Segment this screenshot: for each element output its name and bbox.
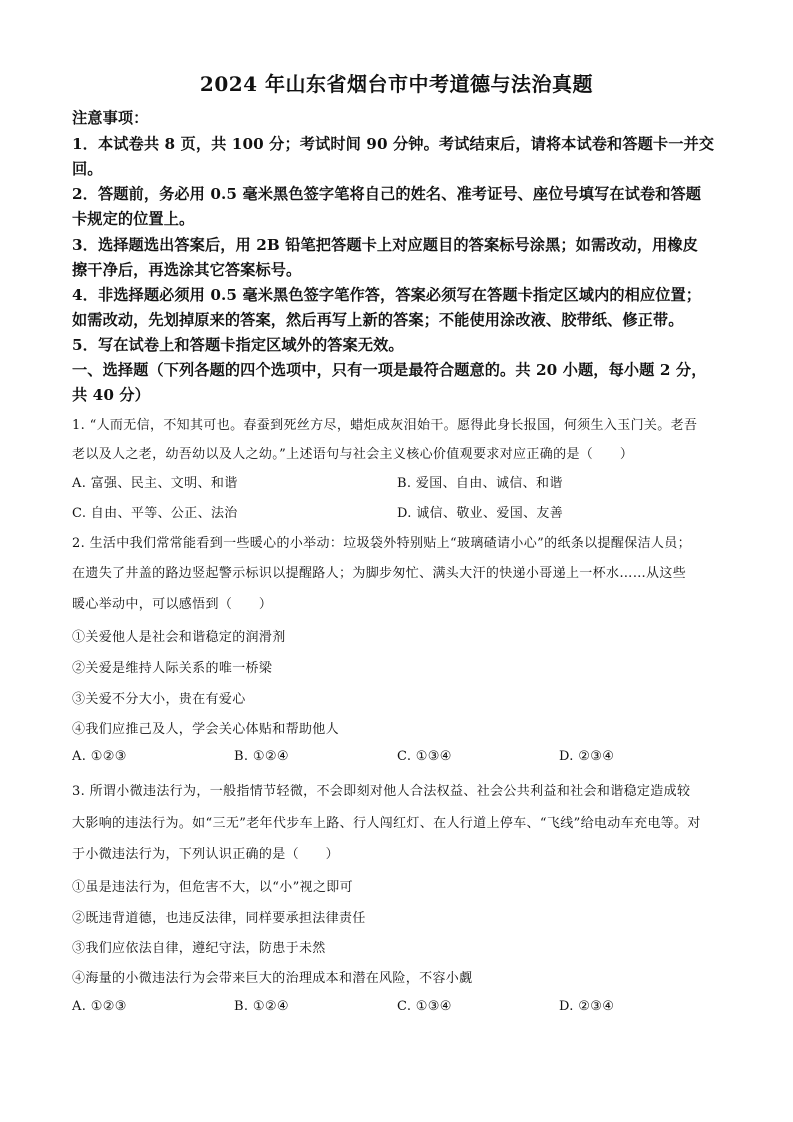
- question-stem: 大影响的违法行为。如“三无”老年代步车上路、行人闯红灯、在人行道上停车、“飞线”给电动车充电等。对: [72, 816, 701, 831]
- notice-line: 4．非选择题必须用 0.5 毫米黑色签字笔作答，答案必须写在答题卡指定区域内的相应位置；: [72, 286, 702, 304]
- question-stem: 暖心举动中，可以感悟到（ ）: [72, 597, 273, 612]
- option-a[interactable]: A. 富强、民主、文明、和谐: [72, 476, 238, 491]
- option-d[interactable]: D. 诚信、敬业、爱国、友善: [397, 506, 564, 521]
- notice-line: 如需改动，先划掉原来的答案，然后再写上新的答案；不能使用涂改液、胶带纸、修正带。: [72, 311, 684, 329]
- option-d[interactable]: D. ②③④: [559, 749, 615, 764]
- notice-line: 5．写在试卷上和答题卡指定区域外的答案无效。: [72, 336, 404, 354]
- question-stem: 1. “人而无信，不知其可也。春蚕到死丝方尽，蜡炬成灰泪始干。愿得此身长报国，何须生入玉门关。老吾: [72, 418, 698, 433]
- option-c[interactable]: C. 自由、平等、公正、法治: [72, 506, 238, 521]
- statement: ①关爱他人是社会和谐稳定的润滑剂: [72, 630, 286, 645]
- statement: ④海量的小微违法行为会带来巨大的治理成本和潜在风险，不容小觑: [72, 971, 473, 986]
- question-stem: 3. 所谓小微违法行为，一般指情节轻微，不会即刻对他人合法权益、社会公共利益和社会和谐稳定造成较: [72, 784, 691, 799]
- notice-heading: 注意事项：: [72, 109, 149, 127]
- page-title: 2024 年山东省烟台市中考道德与法治真题: [199, 72, 594, 96]
- question-stem: 在遗失了井盖的路边竖起警示标识以提醒路人；为脚步匆忙、满头大汗的快递小哥递上一杯水……从这些: [72, 566, 687, 581]
- section-heading: 一、选择题（下列各题的四个选项中，只有一项是最符合题意的。共 20 小题，每小题 2 分，: [72, 361, 707, 379]
- option-b[interactable]: B. ①②④: [234, 999, 289, 1014]
- question-stem: 于小微违法行为，下列认识正确的是（ ）: [72, 847, 340, 862]
- question-stem: 老以及人之老，幼吾幼以及人之幼。”上述语句与社会主义核心价值观要求对应正确的是（ ）: [72, 447, 634, 462]
- notice-line: 回。: [72, 160, 103, 178]
- option-b[interactable]: B. ①②④: [234, 749, 289, 764]
- statement: ②关爱是维持人际关系的唯一桥梁: [72, 661, 273, 676]
- option-a[interactable]: A. ①②③: [72, 999, 127, 1014]
- notice-line: 2．答题前，务必用 0.5 毫米黑色签字笔将自己的姓名、准考证号、座位号填写在试卷和答题: [72, 185, 702, 203]
- option-a[interactable]: A. ①②③: [72, 749, 127, 764]
- statement: ③我们应依法自律，遵纪守法，防患于未然: [72, 941, 326, 956]
- notice-line: 3．选择题选出答案后，用 2B 铅笔把答题卡上对应题目的答案标号涂黑；如需改动，用橡皮: [72, 236, 698, 254]
- notice-line: 卡规定的位置上。: [72, 210, 195, 228]
- notice-line: 1．本试卷共 8 页，共 100 分；考试时间 90 分钟。考试结束后，请将本试卷和答题卡一并交: [72, 135, 715, 153]
- question-stem: 2. 生活中我们常常能看到一些暖心的小举动：垃圾袋外特别贴上“玻璃碴请小心”的纸条以提醒保洁人员；: [72, 536, 691, 551]
- statement: ②既违背道德，也违反法律，同样要承担法律责任: [72, 911, 366, 926]
- notice-line: 擦干净后，再选涂其它答案标号。: [72, 261, 302, 279]
- statement: ③关爱不分大小，贵在有爱心: [72, 692, 246, 707]
- statement: ④我们应推己及人，学会关心体贴和帮助他人: [72, 722, 340, 737]
- option-b[interactable]: B. 爱国、自由、诚信、和谐: [397, 476, 563, 491]
- option-c[interactable]: C. ①③④: [397, 999, 452, 1014]
- option-d[interactable]: D. ②③④: [559, 999, 615, 1014]
- option-c[interactable]: C. ①③④: [397, 749, 452, 764]
- statement: ①虽是违法行为，但危害不大，以“小”视之即可: [72, 880, 353, 895]
- section-heading: 共 40 分）: [72, 386, 150, 404]
